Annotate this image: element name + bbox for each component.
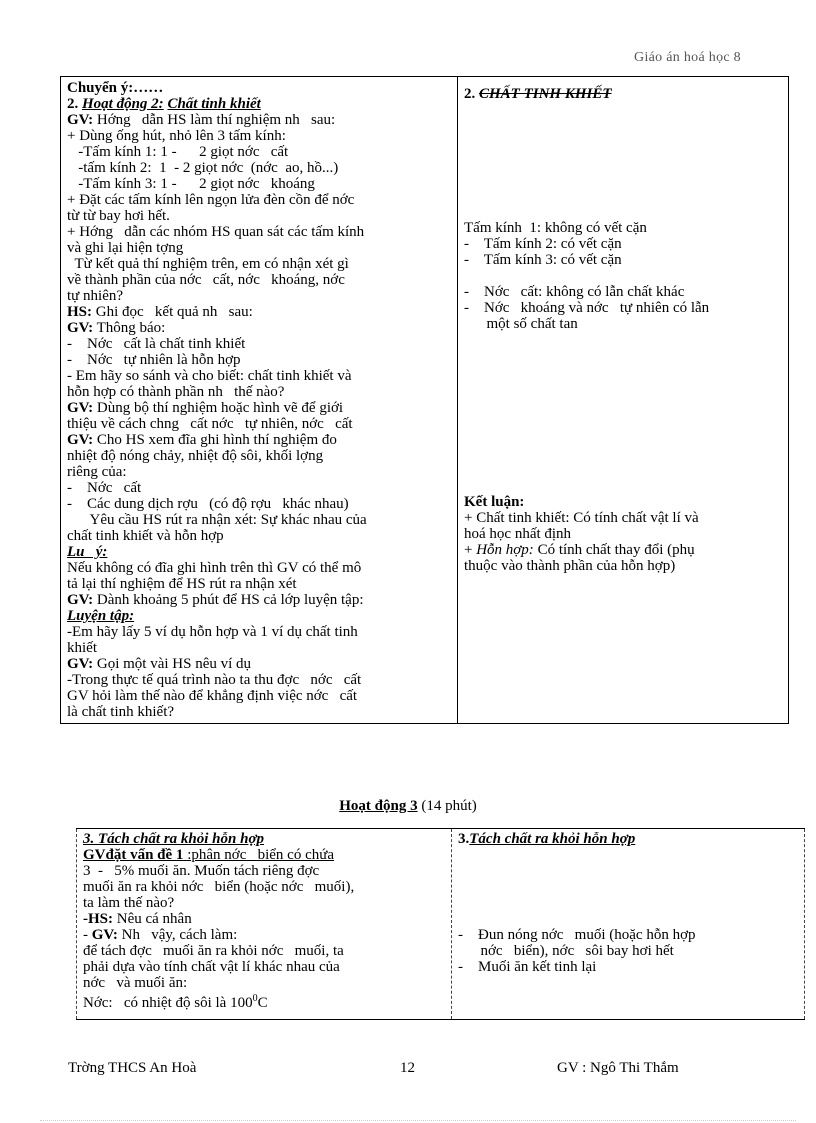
text-line: GV: Hớng dẫn HS làm thí nghiệm nh sau:: [67, 112, 336, 128]
text-line: + Chất tinh khiết: Có tính chất vật lí và: [464, 510, 699, 526]
text-line: GV: Cho HS xem đĩa ghi hình thí nghiệm đo: [67, 432, 337, 448]
text-line: thuộc vào thành phần của hỗn hợp): [464, 558, 676, 574]
text-line: tự nhiên?: [67, 288, 124, 304]
text-line: 2. Hoạt động 2: Chất tinh khiết: [67, 96, 261, 112]
text-line: + Dùng ống hút, nhỏ lên 3 tấm kính:: [67, 128, 286, 144]
text-line: GV: Gọi một vài HS nêu ví dụ: [67, 656, 252, 672]
text-line: -Tấm kính 3: 1 - 2 giọt nớc khoáng: [67, 176, 315, 192]
lesson-table-activity-3: [76, 828, 805, 1020]
text-line: - Muối ăn kết tinh lại: [458, 959, 597, 975]
text-line: Yêu cầu HS rút ra nhận xét: Sự khác nhau của: [67, 512, 367, 528]
text-line: - Em hãy so sánh và cho biết: chất tinh khiết và: [67, 368, 352, 384]
text-line: nớc biển), nớc sôi bay hơi hết: [458, 943, 674, 959]
observation-results: [464, 220, 782, 332]
text-line: - Các dung dịch rợu (có độ rợu khác nhau): [67, 496, 349, 512]
text-line: + Đặt các tấm kính lên ngọn lửa đèn cồn để nớc: [67, 192, 355, 208]
text-line: -Tấm kính 1: 1 - 2 giọt nớc cất: [67, 144, 289, 160]
activity-3-heading: [458, 831, 798, 847]
text-line: 3. Tách chất ra khỏi hỗn hợp: [83, 831, 265, 847]
text-line: Kết luận:: [464, 494, 525, 510]
text-line: Lu ý:: [67, 544, 108, 560]
text-line: GV: Thông báo:: [67, 320, 166, 336]
activity-3-left-text: [83, 831, 445, 1011]
text-line: 3 - 5% muối ăn. Muốn tách riêng đợc: [83, 863, 320, 879]
activity-3-right-cell: [452, 829, 805, 1020]
text-line: để tách đợc muối ăn ra khỏi nớc muối, ta: [83, 943, 344, 959]
page-header: Giáo án hoá học 8: [634, 50, 741, 65]
text-line: chất tinh khiết và hỗn hợp: [67, 528, 224, 544]
activity-3-results: [458, 927, 798, 975]
activity-3-title: [0, 798, 816, 815]
content-heading: [464, 86, 782, 102]
text-line: muối ăn ra khỏi nớc biển (hoặc nớc muối),: [83, 879, 355, 895]
text-line: Chuyển ý:……: [67, 80, 164, 96]
text-line: GVđặt vấn đề 1 :phân nớc biển có chứa: [83, 847, 335, 863]
teacher-student-activities-cell: [61, 77, 458, 724]
activity-2-left-text: [67, 80, 451, 720]
text-line: - Tấm kính 3: có vết cặn: [464, 252, 622, 268]
text-line: nhiệt độ nóng chảy, nhiệt độ sôi, khối lợng: [67, 448, 324, 464]
text-line: -Trong thực tế quá trình nào ta thu đợc nớc cất: [67, 672, 362, 688]
text-line: ta làm thế nào?: [83, 895, 175, 911]
footer-school: Trờng THCS An Hoà: [68, 1060, 197, 1076]
text-line: - Nớc cất: [67, 480, 142, 496]
text-line: tả lại thí nghiệm để HS rút ra nhận xét: [67, 576, 297, 592]
activity-3-duration: (14 phút): [417, 798, 477, 814]
text-line: - Nớc cất: không có lẫn chất khác: [464, 284, 685, 300]
text-line: 3.Tách chất ra khỏi hỗn hợp: [458, 831, 636, 847]
activity-3-left-cell: [77, 829, 452, 1020]
bottom-dotted-rule: [40, 1120, 796, 1121]
text-line: khiết: [67, 640, 97, 656]
text-line: phải dựa vào tính chất vật lí khác nhau của: [83, 959, 340, 975]
text-line: GV: Dành khoảng 5 phút để HS cả lớp luyện tập:: [67, 592, 364, 608]
text-line: một số chất tan: [464, 316, 578, 332]
text-line: GV: Dùng bộ thí nghiệm hoặc hình vẽ để giới: [67, 400, 344, 416]
activity-3-label: Hoạt động 3: [339, 798, 418, 814]
text-line: riêng của:: [67, 464, 127, 480]
text-line: Tấm kính 1: không có vết cặn: [464, 220, 647, 236]
text-line: Từ kết quả thí nghiệm trên, em có nhận xét gì: [67, 256, 349, 272]
text-line: + Hớng dẫn các nhóm HS quan sát các tấm kính: [67, 224, 365, 240]
text-line: Nếu không có đĩa ghi hình trên thì GV có thể mô: [67, 560, 362, 576]
text-line: 2. CHẤT TINH KHIẾT: [464, 86, 612, 102]
text-line: Luyện tập:: [67, 608, 135, 624]
text-line: - GV: Nh vậy, cách làm:: [83, 927, 238, 943]
lesson-table-activity-2: [60, 76, 789, 724]
text-line: nớc và muối ăn:: [83, 975, 188, 991]
text-line: - Nớc khoáng và nớc tự nhiên có lẫn: [464, 300, 710, 316]
text-line: từ từ bay hơi hết.: [67, 208, 170, 224]
text-line: -Em hãy lấy 5 ví dụ hỗn hợp và 1 ví dụ chất tinh: [67, 624, 358, 640]
content-cell: [458, 77, 789, 724]
text-line: HS: Ghi đọc kết quả nh sau:: [67, 304, 253, 320]
text-line: và ghi lại hiện tợng: [67, 240, 184, 256]
text-line: [464, 268, 782, 284]
footer-teacher: GV : Ngô Thi Thắm: [557, 1060, 679, 1076]
text-line: Nớc: có nhiệt độ sôi là $100^0C$: [83, 993, 268, 1011]
text-line: -tấm kính 2: 1 - 2 giọt nớc (nớc ao, hồ...): [67, 160, 339, 176]
text-line: thiệu về cách chng cất nớc tự nhiên, nớc cất: [67, 416, 353, 432]
text-line: - Tấm kính 2: có vết cặn: [464, 236, 622, 252]
text-line: - Nớc tự nhiên là hỗn hợp: [67, 352, 241, 368]
conclusion-block: [464, 494, 782, 574]
text-line: - Nớc cất là chất tinh khiết: [67, 336, 246, 352]
text-line: hoá học nhất định: [464, 526, 572, 542]
text-line: + Hỗn hợp: Có tính chất thay đổi (phụ: [464, 542, 695, 558]
text-line: GV hỏi làm thế nào để khẳng định việc nớc cất: [67, 688, 358, 704]
footer-page-number: 12: [400, 1060, 415, 1076]
text-line: -HS: Nêu cá nhân: [83, 911, 192, 927]
text-line: - Đun nóng nớc muối (hoặc hỗn hợp: [458, 927, 696, 943]
text-line: về thành phần của nớc cất, nớc khoáng, nớc: [67, 272, 345, 288]
text-line: là chất tinh khiết?: [67, 704, 175, 720]
text-line: hỗn hợp có thành phần nh thế nào?: [67, 384, 285, 400]
